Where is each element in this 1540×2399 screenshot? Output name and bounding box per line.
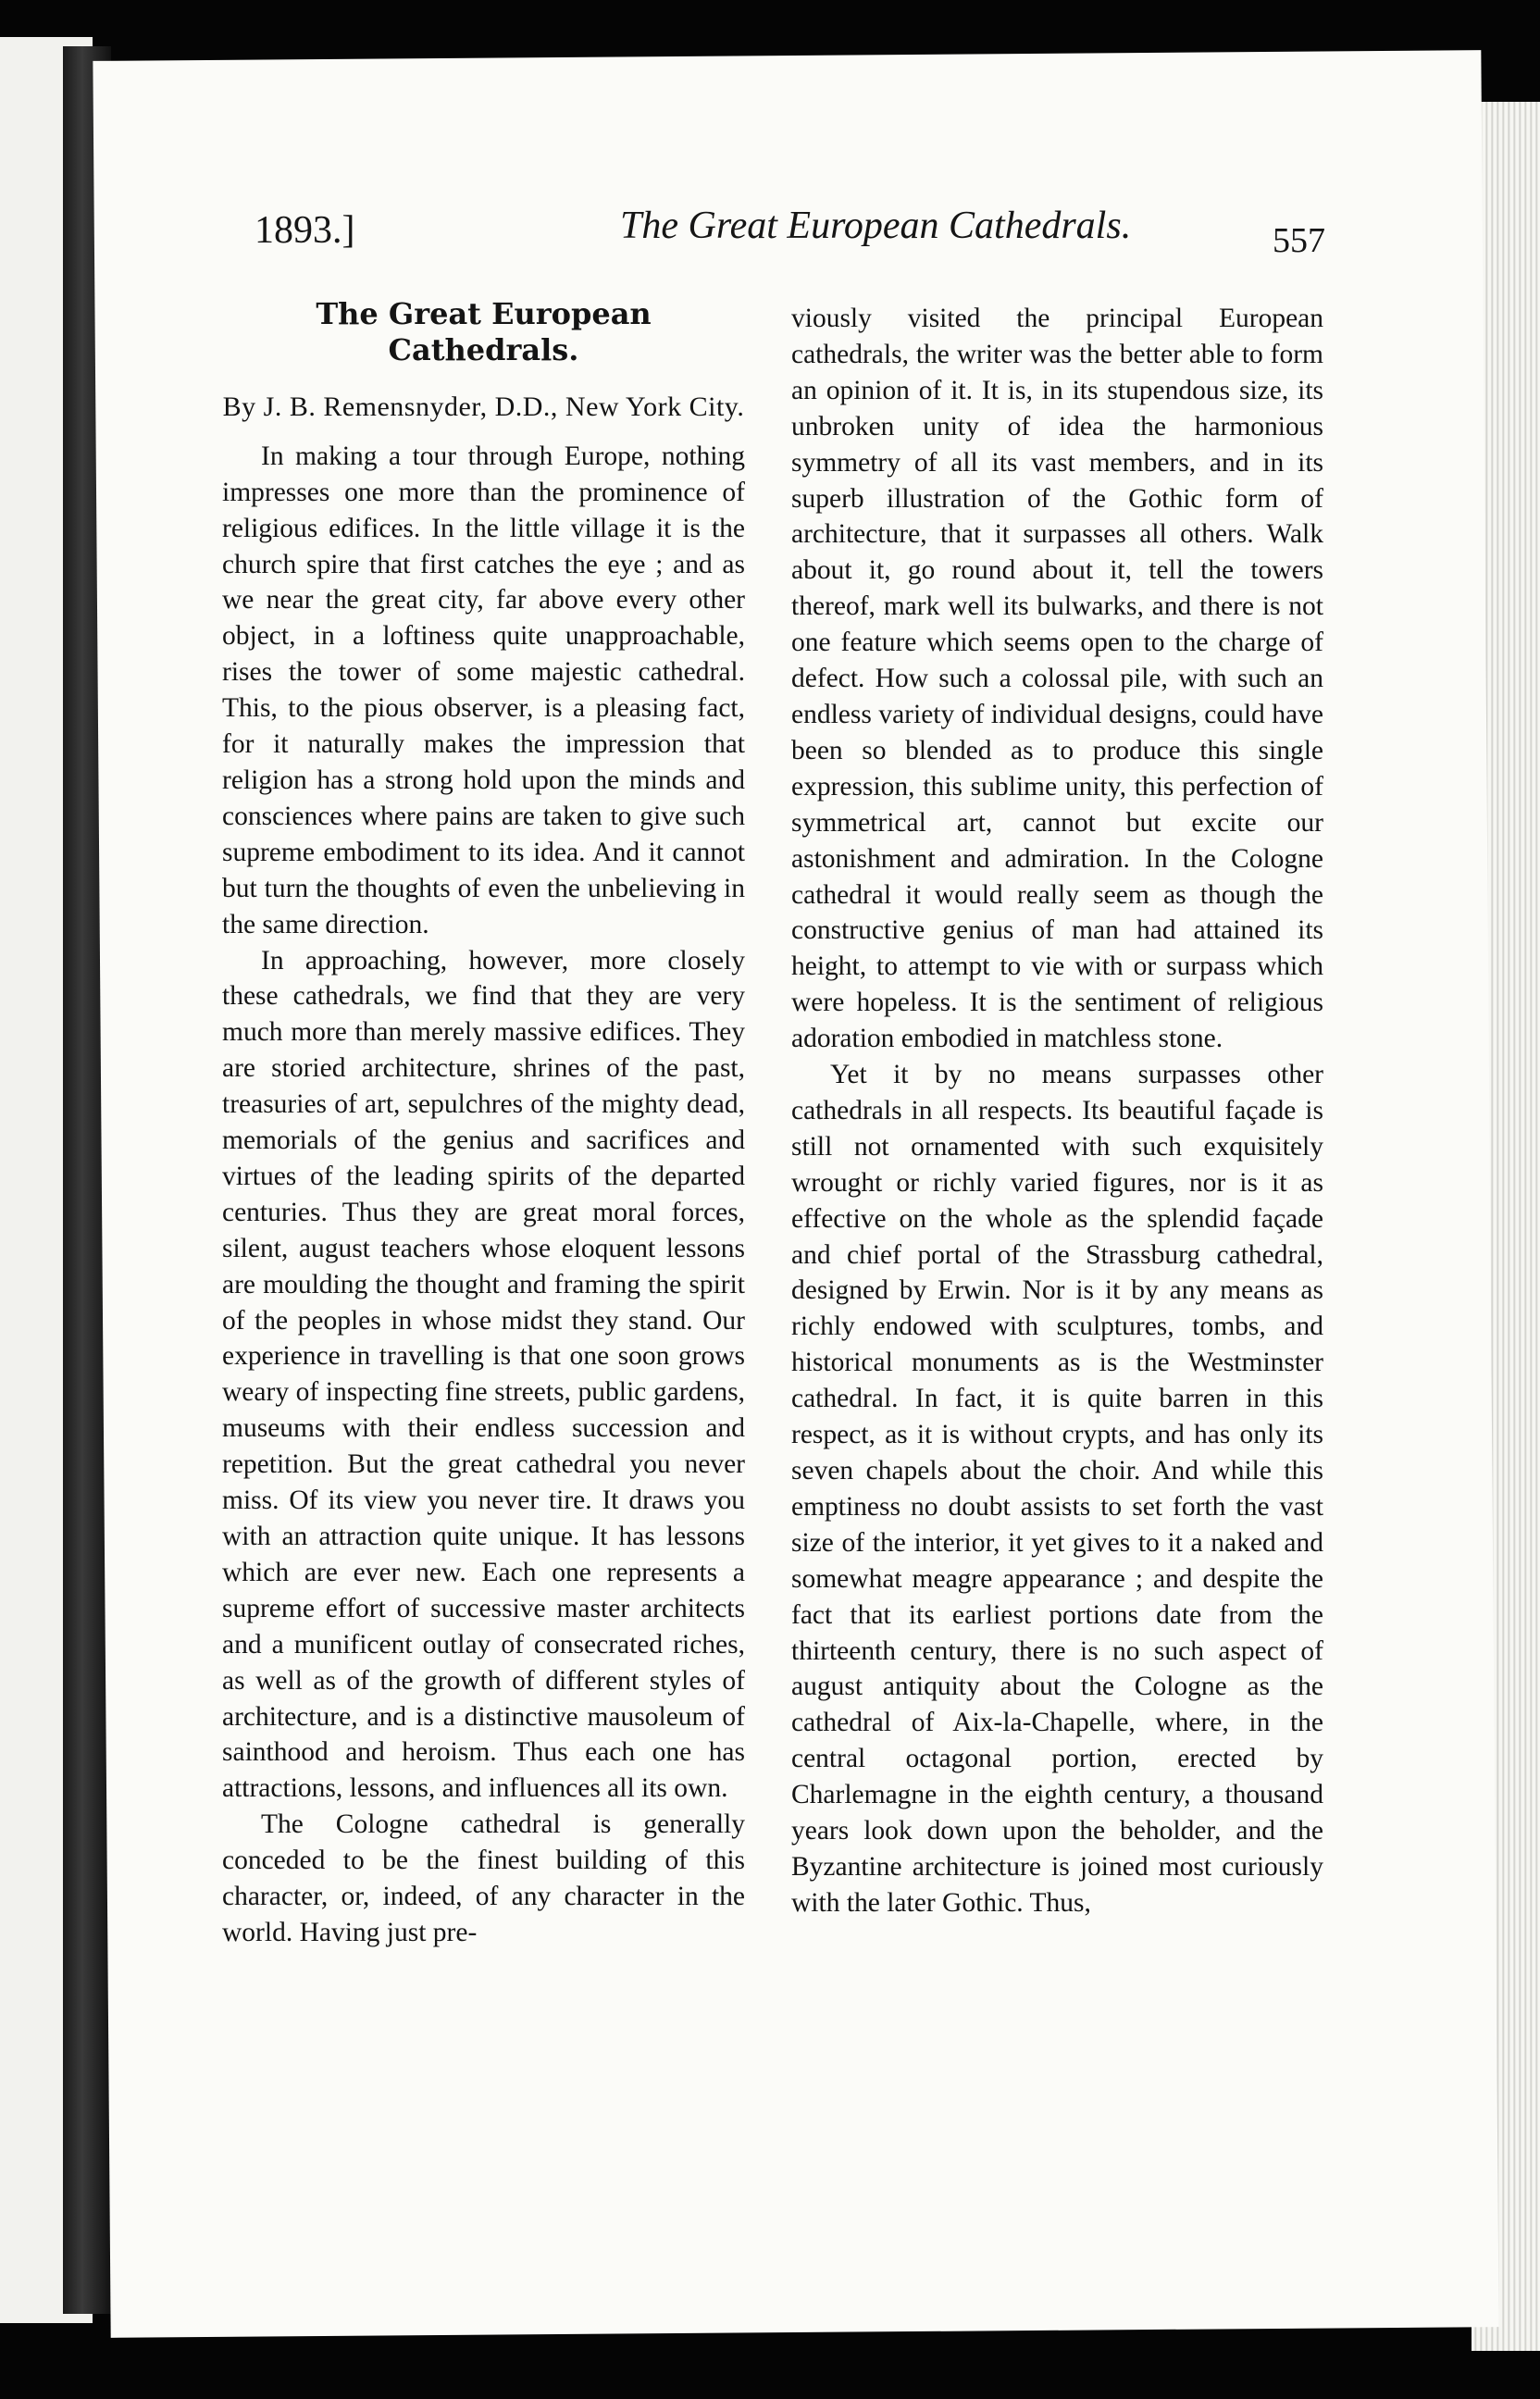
article-byline: By J. B. Remensnyder, D.D., New York City. (222, 391, 745, 422)
header-running-title: The Great European Cathedrals. (620, 205, 1132, 247)
paragraph: The Cologne cathedral is generally conceded to be the finest building of this character, or, indeed, of any character in the world. Having just pre- (222, 1809, 745, 1947)
article-title: The Great European Cathedrals. (316, 296, 652, 367)
header-year: 1893.] (255, 209, 355, 252)
page-number: 557 (1273, 221, 1325, 260)
paragraph: In approaching, however, more closely these cathedrals, we find that they are very much more than merely massive edifices. They are storied architecture, shrines of the past, treasuries of art, sepulchres of the mighty dead, memorials of the genius and sacrifices and virtues of the leading spirits of the departed centuries. Thus they are great moral forces, silent, august teachers whose eloquent lessons are moulding the thought and framing the spirit of the peoples in whose midst they stand. Our experience in travelling is that one soon grows weary of inspecting fine streets, public gardens, museums with their endless succession and repetition. But the great cathedral you never miss. Of its view you never tire. It draws you with an attraction quite unique. It has lessons which are ever new. Each one represents a supreme effort of successive master architects and a munificent outlay of consecrated riches, as well as of the growth of different styles of architecture, and is a distinctive mausoleum of sainthood and heroism. Thus each one has attractions, lessons, and influences all its own. (222, 945, 745, 1804)
running-header (153, 176, 1356, 259)
paragraph: viously visited the principal European cathedrals, the writer was the better able to form an opinion of it. It is, in its stupendous size, its unbroken unity of idea the harmonious symmetry of all its vast members, and in its superb illustration of the Gothic form of architecture, that it surpasses all others. Walk about it, go round about it, tell the towers thereof, mark well its bulwarks, and there is not one feature which seems open to the charge of defect. How such a colossal pile, with such an endless variety of individual designs, could have been so blended as to produce this single expression, this sublime unity, this perfection of symmetrical art, cannot but excite our astonishment and admiration. In the Cologne cathedral it would really seem as though the constructive genius of man had attained its height, to attempt to vie with or surpass which were hopeless. It is the sentiment of religious adoration embodied in matchless stone. (791, 304, 1323, 1054)
paragraph: Yet it by no means surpasses other cathedrals in all respects. Its beautiful façade is still not ornamented with such exquisitely wrought or richly varied figures, nor is it as effective on the whole as the splendid façade and chief portal of the Strassburg cathedral, designed by Erwin. Nor is it by any means as richly endowed with sculptures, tombs, and historical monuments as is the Westminster cathedral. In fact, it is quite barren in this respect, as it is without crypts, and has only its seven chapels about the choir. And while this emptiness no doubt assists to set forth the vast size of the interior, it yet gives to it a naked and somewhat meagre appearance ; and despite the fact that its earliest portions date from the thirteenth century, there is no such aspect of august antiquity about the Cologne as the cathedral of Aix-la-Chapelle, where, in the central octagonal portion, erected by Charlemagne in the eighth century, a thousand years look down upon the beholder, and the Byzantine architecture is joined most curiously with the later Gothic. Thus, (791, 1060, 1323, 1918)
left-column (222, 296, 745, 1951)
right-column (791, 301, 1323, 1921)
paragraph: In making a tour through Europe, nothing impresses one more than the prominence of religious edifices. In the little village it is the church spire that first catches the eye ; and as we near the great city, far above every other object, in a loftiness quite unapproachable, rises the tower of some majestic cathedral. This, to the pious observer, is a pleasing fact, for it naturally makes the impression that religion has a strong hold upon the minds and consciences where pains are taken to give such supreme embodiment to its idea. And it cannot but turn the thoughts of even the unbelieving in the same direction. (222, 441, 745, 939)
